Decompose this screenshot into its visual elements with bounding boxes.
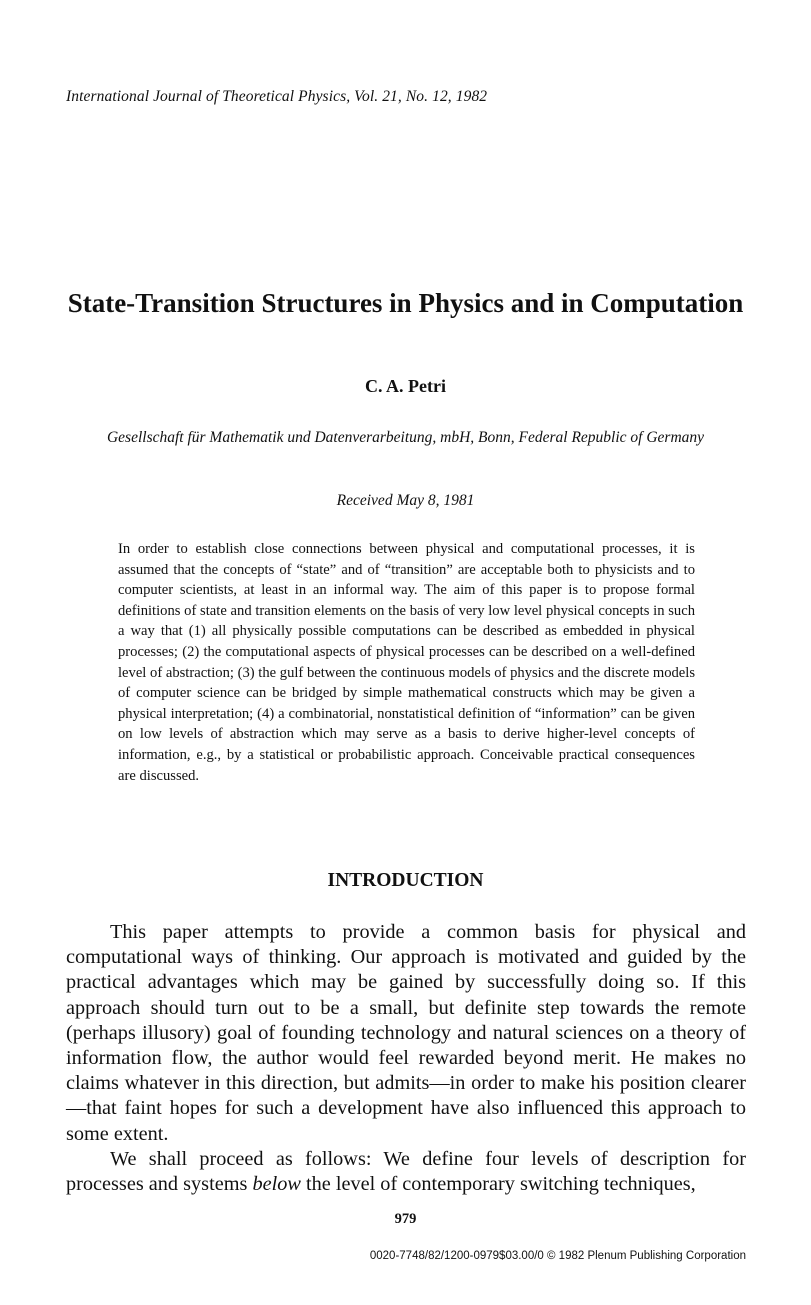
author-name: C. A. Petri <box>365 376 446 396</box>
emphasis-text: below <box>252 1173 301 1196</box>
paragraph-text: the level of contemporary switching techniques, <box>300 1173 696 1196</box>
journal-citation: International Journal of Theoretical Physics, Vol. 21, No. 12, 1982 <box>66 88 488 105</box>
paragraph-text: We shall proceed as follows: We define four levels of description for processes and systems <box>66 1147 746 1196</box>
article-title: State-Transition Structures in Physics and in Computation <box>67 288 744 318</box>
introduction-body <box>66 920 746 1197</box>
section-heading-introduction: INTRODUCTION <box>327 870 484 891</box>
page-number: 979 <box>394 1211 417 1227</box>
body-paragraph <box>66 1147 746 1197</box>
copyright-line: 0020-7748/82/1200-0979$03.00/0 © 1982 Plenum Publishing Corporation <box>369 1250 746 1262</box>
author-affiliation: Gesellschaft für Mathematik und Datenverarbeitung, mbH, Bonn, Federal Republic of Germany <box>106 429 705 446</box>
body-paragraph: This paper attempts to provide a common basis for physical and computational ways of thinking. Our approach is motivated and guided by the practical advantages which may be gained by successfully doing so. If this approach should turn out to be a small, but definite step towards the remote (perhaps illusory) goal of founding technology and natural sciences on a theory of information flow, the author would feel rewarded beyond merit. He makes no claims whatever in this direction, but admits—in order to make his position clearer—that faint hopes for such a development have also influenced this approach to some extent. <box>66 921 746 1145</box>
received-date: Received May 8, 1981 <box>336 492 475 509</box>
abstract: In order to establish close connections between physical and computational processes, it is assumed that the concepts of “state” and of “transition” are acceptable both to physicists and to computer scientists, at least in an informal way. The aim of this paper is to propose formal definitions of state and transition elements on the basis of very low level physical concepts in such a way that (1) all physically possible computations can be described as embedded in physical processes; (2) the computational aspects of physical processes can be described on a well-defined level of abstraction; (3) the gulf between the continuous models of physics and the discrete models of computer science can be bridged by simple mathematical constructs which may be given a physical interpretation; (4) a combinatorial, nonstatistical definition of “information” can be given on low levels of abstraction which may serve as a basis to derive higher-level concepts of information, e.g., by a statistical or probabilistic approach. Conceivable practical consequences are discussed. <box>118 541 695 784</box>
